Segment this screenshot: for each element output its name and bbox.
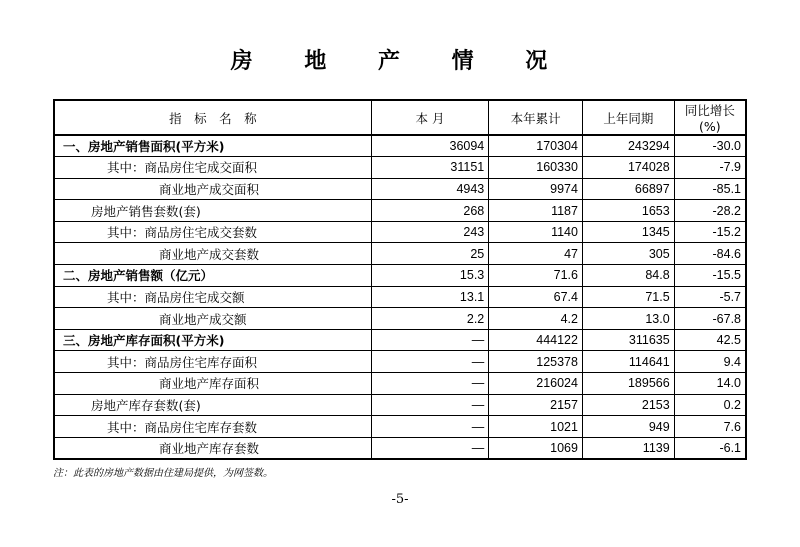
table-row <box>54 437 746 459</box>
table-row <box>54 351 746 373</box>
row-year-to-date: 216024 <box>489 373 583 395</box>
row-yoy-growth: -28.2 <box>674 200 746 222</box>
row-this-month: 243 <box>371 221 489 243</box>
row-year-to-date: 67.4 <box>489 286 583 308</box>
row-indicator-name: 商业地产成交面积 <box>54 178 371 200</box>
row-prior-year: 1139 <box>582 437 674 459</box>
table-row <box>54 416 746 438</box>
header-indicator-name: 指 标 名 称 <box>54 100 371 135</box>
page-title: 房 地 产 情 况 <box>230 48 570 74</box>
row-yoy-growth: 0.2 <box>674 394 746 416</box>
row-this-month: 4943 <box>371 178 489 200</box>
row-yoy-growth: -5.7 <box>674 286 746 308</box>
row-yoy-growth: -84.6 <box>674 243 746 265</box>
header-year-to-date: 本年累计 <box>489 100 583 135</box>
row-this-month: — <box>371 394 489 416</box>
row-year-to-date: 2157 <box>489 394 583 416</box>
row-prior-year: 71.5 <box>582 286 674 308</box>
row-year-to-date: 71.6 <box>489 265 583 287</box>
row-yoy-growth: -6.1 <box>674 437 746 459</box>
row-year-to-date: 4.2 <box>489 308 583 330</box>
row-year-to-date: 1187 <box>489 200 583 222</box>
row-this-month: — <box>371 329 489 351</box>
row-prior-year: 114641 <box>582 351 674 373</box>
row-this-month: — <box>371 437 489 459</box>
row-yoy-growth: 9.4 <box>674 351 746 373</box>
row-this-month: 268 <box>371 200 489 222</box>
table-header-row <box>54 100 746 135</box>
table-row <box>54 243 746 265</box>
row-this-month: 25 <box>371 243 489 265</box>
row-year-to-date: 47 <box>489 243 583 265</box>
table-row <box>54 221 746 243</box>
header-yoy-growth: 同比增长(%) <box>674 100 746 135</box>
row-prior-year: 243294 <box>582 135 674 157</box>
row-this-month: 15.3 <box>371 265 489 287</box>
row-yoy-growth: -15.5 <box>674 265 746 287</box>
row-indicator-name: 房地产库存套数(套) <box>54 394 371 416</box>
row-yoy-growth: -15.2 <box>674 221 746 243</box>
row-indicator-name: 房地产销售套数(套) <box>54 200 371 222</box>
row-prior-year: 84.8 <box>582 265 674 287</box>
row-prior-year: 13.0 <box>582 308 674 330</box>
footnote: 注：此表的房地产数据由住建局提供，为网签数。 <box>53 468 273 479</box>
table-row <box>54 286 746 308</box>
table-body <box>54 135 746 459</box>
row-this-month: 2.2 <box>371 308 489 330</box>
row-this-month: 13.1 <box>371 286 489 308</box>
row-indicator-name: 二、房地产销售额（亿元） <box>54 265 371 287</box>
row-this-month: — <box>371 416 489 438</box>
row-indicator-name: 三、房地产库存面积(平方米) <box>54 329 371 351</box>
row-this-month: 31151 <box>371 157 489 179</box>
row-yoy-growth: 7.6 <box>674 416 746 438</box>
row-year-to-date: 444122 <box>489 329 583 351</box>
row-year-to-date: 125378 <box>489 351 583 373</box>
row-yoy-growth: -67.8 <box>674 308 746 330</box>
row-prior-year: 1653 <box>582 200 674 222</box>
row-prior-year: 949 <box>582 416 674 438</box>
row-indicator-name: 其中：商品房住宅成交套数 <box>54 221 371 243</box>
table-row <box>54 265 746 287</box>
row-this-month: — <box>371 351 489 373</box>
row-prior-year: 66897 <box>582 178 674 200</box>
table-row <box>54 178 746 200</box>
row-year-to-date: 170304 <box>489 135 583 157</box>
row-indicator-name: 其中：商品房住宅库存套数 <box>54 416 371 438</box>
row-yoy-growth: -7.9 <box>674 157 746 179</box>
row-yoy-growth: -30.0 <box>674 135 746 157</box>
row-year-to-date: 1021 <box>489 416 583 438</box>
row-indicator-name: 商业地产成交套数 <box>54 243 371 265</box>
row-yoy-growth: 42.5 <box>674 329 746 351</box>
table-row <box>54 373 746 395</box>
row-indicator-name: 其中：商品房住宅成交额 <box>54 286 371 308</box>
real-estate-table <box>53 99 747 460</box>
row-indicator-name: 一、房地产销售面积(平方米) <box>54 135 371 157</box>
row-indicator-name: 商业地产库存面积 <box>54 373 371 395</box>
page-number: -5- <box>391 492 409 507</box>
table-row <box>54 135 746 157</box>
row-prior-year: 2153 <box>582 394 674 416</box>
row-indicator-name: 商业地产库存套数 <box>54 437 371 459</box>
table-row <box>54 394 746 416</box>
row-year-to-date: 160330 <box>489 157 583 179</box>
header-this-month: 本 月 <box>371 100 489 135</box>
row-prior-year: 1345 <box>582 221 674 243</box>
header-prior-year: 上年同期 <box>582 100 674 135</box>
row-year-to-date: 1140 <box>489 221 583 243</box>
row-indicator-name: 其中：商品房住宅库存面积 <box>54 351 371 373</box>
row-yoy-growth: -85.1 <box>674 178 746 200</box>
row-year-to-date: 9974 <box>489 178 583 200</box>
row-prior-year: 305 <box>582 243 674 265</box>
row-prior-year: 189566 <box>582 373 674 395</box>
row-prior-year: 174028 <box>582 157 674 179</box>
table-row <box>54 200 746 222</box>
table-row <box>54 157 746 179</box>
row-this-month: — <box>371 373 489 395</box>
table-row <box>54 329 746 351</box>
row-indicator-name: 其中：商品房住宅成交面积 <box>54 157 371 179</box>
row-this-month: 36094 <box>371 135 489 157</box>
row-indicator-name: 商业地产成交额 <box>54 308 371 330</box>
row-yoy-growth: 14.0 <box>674 373 746 395</box>
table-row <box>54 308 746 330</box>
row-year-to-date: 1069 <box>489 437 583 459</box>
row-prior-year: 311635 <box>582 329 674 351</box>
